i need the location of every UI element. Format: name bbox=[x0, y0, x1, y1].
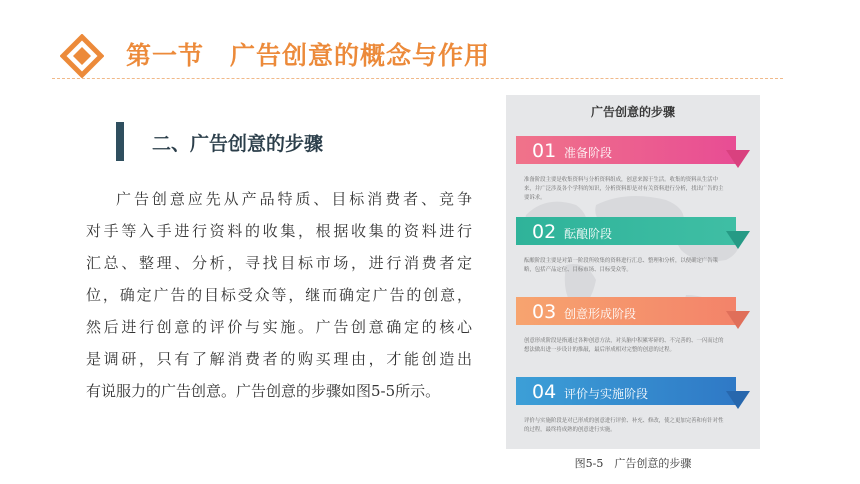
section-marker bbox=[116, 122, 124, 161]
title-divider bbox=[52, 78, 783, 79]
page-title: 第一节 广告创意的概念与作用 bbox=[126, 41, 491, 70]
body-line: 位，确定广告的目标受众等，继而确定广告的创意， bbox=[86, 286, 472, 304]
step-description: 评价与实施阶段是对已形成的创意进行评价、补充、修改，使之更加完善和有针对性的过程，最终将成熟的创意进行实施。 bbox=[524, 418, 724, 433]
diamond-icon bbox=[60, 34, 104, 78]
body-line: 汇总、整理、分析，寻找目标市场，进行消费者定 bbox=[86, 254, 472, 272]
step-name: 酝酿阶段 bbox=[564, 227, 613, 241]
figure-title: 广告创意的步骤 bbox=[590, 105, 675, 119]
body-line: 有说服力的广告创意。广告创意的步骤如图5-5所示。 bbox=[86, 382, 441, 400]
body-line: 广告创意应先从产品特质、目标消费者、竞争 bbox=[116, 190, 472, 208]
step-number: 03 bbox=[532, 301, 557, 323]
body-line: 然后进行创意的评价与实施。广告创意确定的核心 bbox=[86, 318, 472, 336]
figure-caption: 图5-5 广告创意的步骤 bbox=[574, 457, 692, 470]
step-description: 创意形成阶段是指通过各种创意方法，对头脑中积累零碎的、不完善的、一闪而过的想法做出进一步设计的推敲，最后形成相对完整的创意的过程。 bbox=[524, 338, 724, 353]
steps-infographic bbox=[506, 95, 760, 449]
body-paragraph bbox=[86, 183, 472, 407]
step-description: 准备阶段主要是收集资料与分析资料组成，创意来源于生活。收集的资料从生活中来，并广泛涉及各个学科的知识，分析资料即是对有关资料进行分析，找出广告的主要诉求。 bbox=[524, 177, 724, 201]
step-name: 评价与实施阶段 bbox=[564, 387, 649, 401]
step-name: 创意形成阶段 bbox=[564, 307, 637, 321]
step-description: 酝酿阶段主要是对第一阶段所收集的资料进行汇总、整理和分析，以便确定广告策略，包括产品定位、目标市场、目标受众等。 bbox=[524, 258, 719, 273]
step-number: 01 bbox=[532, 140, 557, 162]
section-title: 二、广告创意的步骤 bbox=[152, 133, 324, 155]
step-number: 04 bbox=[532, 381, 557, 403]
body-line: 对手等入手进行资料的收集，根据收集的资料进行 bbox=[86, 222, 472, 240]
step-number: 02 bbox=[532, 221, 557, 243]
step-name: 准备阶段 bbox=[564, 146, 613, 160]
body-line: 是调研，只有了解消费者的购买理由，才能创造出 bbox=[86, 350, 472, 368]
